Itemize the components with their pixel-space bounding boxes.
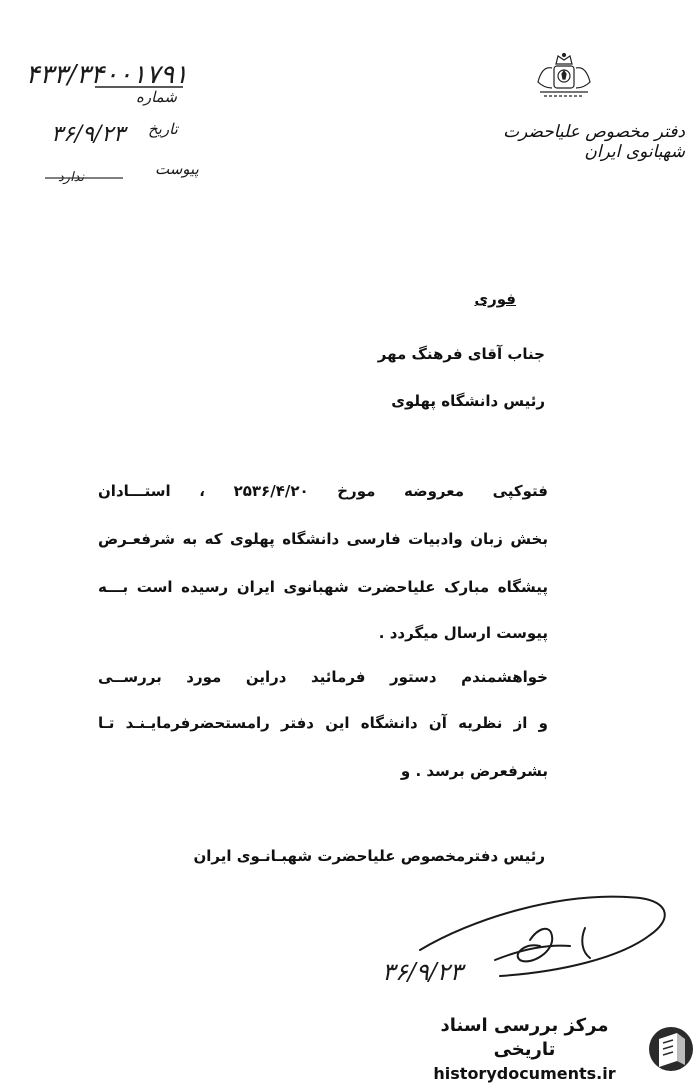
body-line: فتوکپی معروضه مورخ ۲۵۳۶/۴/۲۰ ، استـــادان [98, 482, 548, 500]
urgent-label: فوری [474, 290, 516, 308]
signature-title: رئیس دفترمخصوص علیاحضرت شهبـانـوی ایران [193, 847, 545, 865]
office-title: دفتر مخصوص علیاحضرت شهبانوی ایران [503, 122, 685, 162]
attachment-dash [45, 175, 125, 181]
archive-emblem-icon [647, 1025, 695, 1073]
archive-logo [410, 1014, 695, 1083]
signature-date: ۳۶/۹/۲۳ [382, 958, 463, 986]
body-line: بشرفعرض برسد . و [400, 762, 548, 780]
imperial-emblem-icon [532, 52, 596, 102]
archive-website: historydocuments.ir [433, 1063, 616, 1083]
attachment-label: پیوست [155, 160, 199, 178]
addressee-name: جناب آقای فرهنگ مهر [377, 345, 545, 363]
archive-logo-text [410, 1014, 639, 1084]
number-label: شماره [136, 88, 177, 106]
attachment-value: ندارد [58, 170, 85, 185]
date-value: ۳۶/۹/۲۳ [51, 122, 125, 147]
body-line: خواهشمندم دستور فرمائید دراین مورد بررســی [98, 668, 548, 686]
number-value: ۴۳۳/۳۴۰۰۱۷۹۱ [25, 60, 188, 90]
addressee-title: رئیس دانشگاه پهلوی [391, 392, 545, 410]
body-line: بخش زبان وادبیات فارسی دانشگاه پهلوی که به شرفعـرض [98, 530, 548, 548]
archive-center-name: مرکز بررسی اسناد تاریخی [440, 1014, 609, 1061]
date-label: تاریخ [148, 120, 178, 138]
body-line: پیوست ارسال میگردد . [378, 624, 548, 642]
number-underline [95, 85, 185, 89]
body-line: پیشگاه مبارک علیاحضرت شهبانوی ایران رسیده است بـــه [98, 578, 548, 596]
body-line: و از نظریه آن دانشگاه این دفتر رامستحضرفرمایـنـد تـا [98, 714, 548, 732]
